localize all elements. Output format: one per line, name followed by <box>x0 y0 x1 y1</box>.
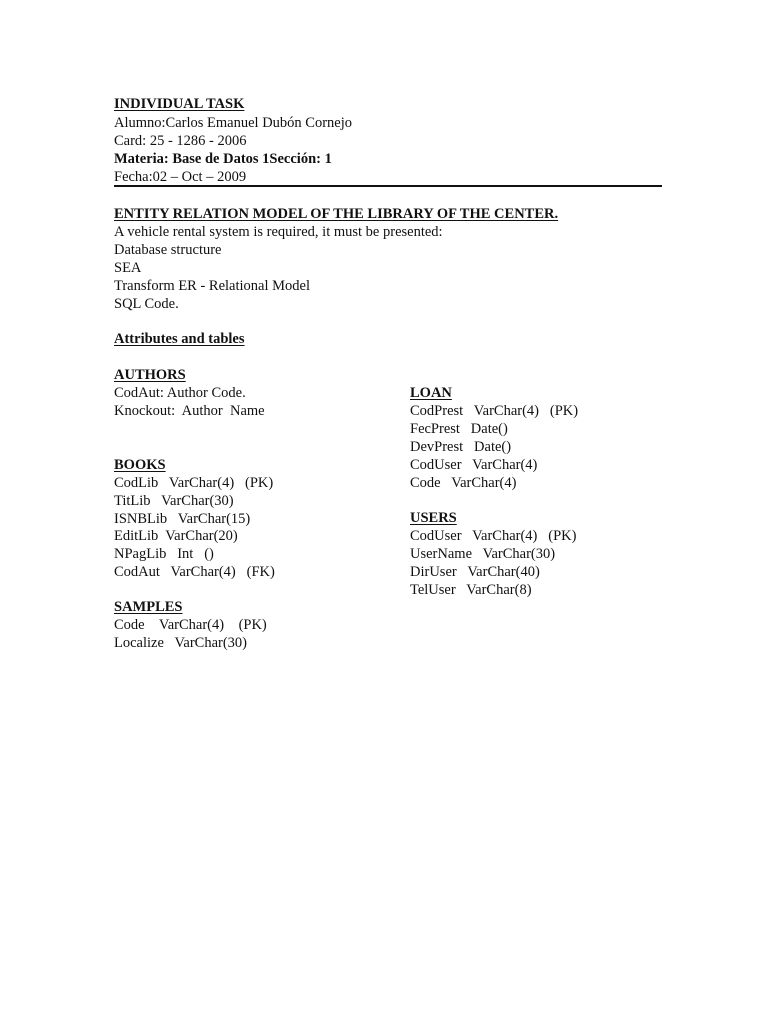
books-attribute: CodLib VarChar(4) (PK) <box>114 475 274 491</box>
intro-line: Database structure <box>114 242 222 258</box>
loan-table-title: LOAN <box>410 385 452 401</box>
samples-attribute: Code VarChar(4) (PK) <box>114 617 267 633</box>
books-attribute: CodAut VarChar(4) (FK) <box>114 564 275 580</box>
users-attribute: DirUser VarChar(40) <box>410 564 540 580</box>
subject-line: Materia: Base de Datos 1Sección: 1 <box>114 151 332 167</box>
samples-table-title: SAMPLES <box>114 599 183 615</box>
users-attribute: CodUser VarChar(4) (PK) <box>410 528 577 544</box>
books-attribute: EditLib VarChar(20) <box>114 528 238 544</box>
section-heading: ENTITY RELATION MODEL OF THE LIBRARY OF THE CENTER. <box>114 206 559 222</box>
loan-attribute: CodPrest VarChar(4) (PK) <box>410 403 579 419</box>
intro-line: A vehicle rental system is required, it must be presented: <box>114 224 443 240</box>
loan-attribute: Code VarChar(4) <box>410 475 517 491</box>
authors-attribute: CodAut: Author Code. <box>114 385 246 401</box>
books-table-title: BOOKS <box>114 457 166 473</box>
books-attribute: NPagLib Int () <box>114 546 214 562</box>
card-number: Card: 25 - 1286 - 2006 <box>114 133 247 149</box>
authors-table-title: AUTHORS <box>114 367 186 383</box>
loan-attribute: CodUser VarChar(4) <box>410 457 538 473</box>
header-divider <box>114 185 662 187</box>
intro-line: SEA <box>114 260 142 276</box>
date-line: Fecha:02 – Oct – 2009 <box>114 169 247 185</box>
attributes-heading: Attributes and tables <box>114 331 245 347</box>
samples-attribute: Localize VarChar(30) <box>114 635 247 651</box>
intro-line: Transform ER - Relational Model <box>114 278 310 294</box>
loan-attribute: FecPrest Date() <box>410 421 508 437</box>
books-attribute: ISNBLib VarChar(15) <box>114 511 251 527</box>
users-attribute: TelUser VarChar(8) <box>410 582 532 598</box>
student-name: Alumno:Carlos Emanuel Dubón Cornejo <box>114 115 353 131</box>
users-attribute: UserName VarChar(30) <box>410 546 556 562</box>
books-attribute: TitLib VarChar(30) <box>114 493 234 509</box>
intro-line: SQL Code. <box>114 296 179 312</box>
loan-attribute: DevPrest Date() <box>410 439 512 455</box>
users-table-title: USERS <box>410 510 457 526</box>
task-title: INDIVIDUAL TASK <box>114 96 245 112</box>
authors-attribute: Knockout: Author Name <box>114 403 265 419</box>
